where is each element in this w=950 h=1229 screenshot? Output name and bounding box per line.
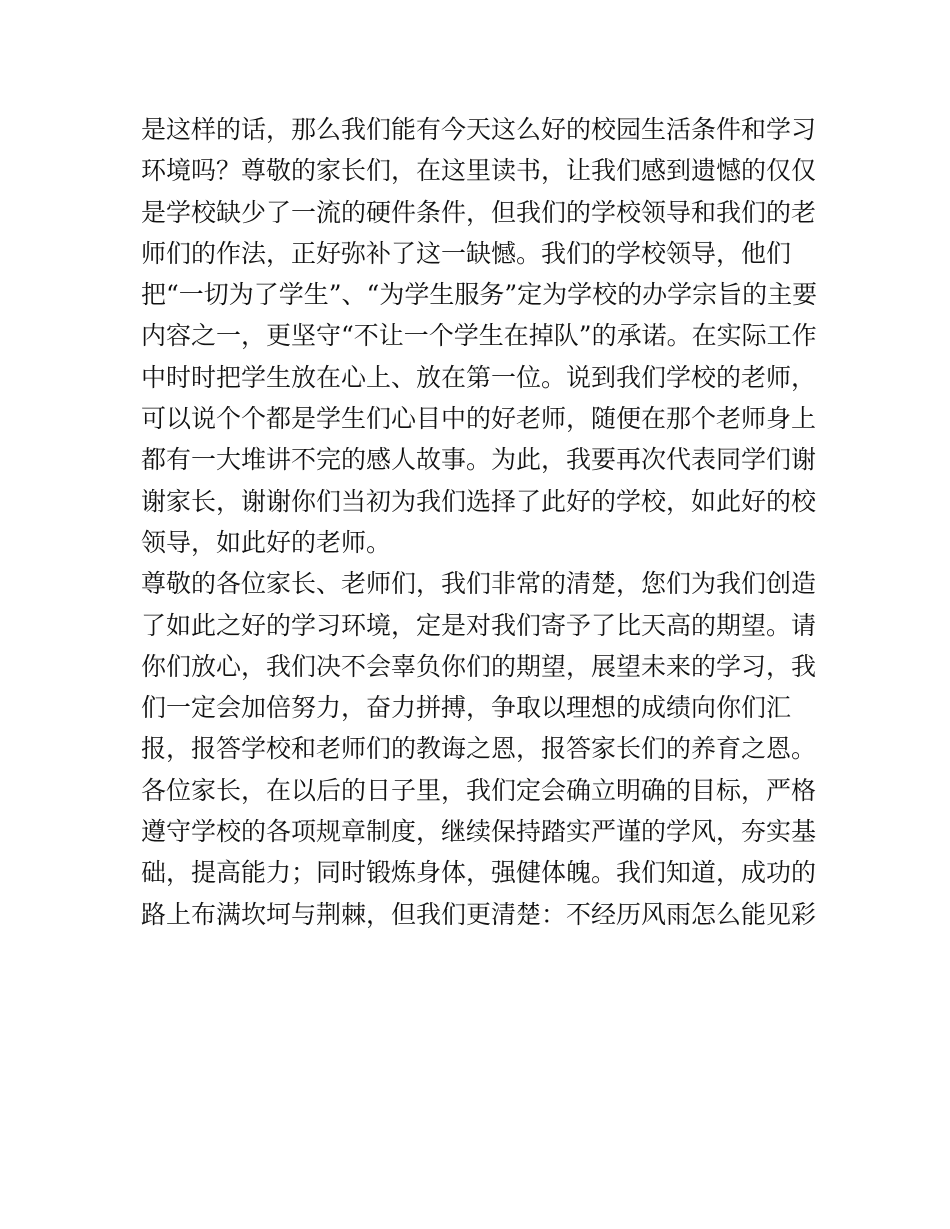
text-line: 把“一切为了学生”、“为学生服务”定为学校的办学宗旨的主要 bbox=[141, 280, 818, 310]
text-line: 遵守学校的各项规章制度，继续保持踏实严谨的学风，夯实基 bbox=[141, 817, 817, 847]
text-line: 础，提高能力；同时锻炼身体，强健体魄。我们知道，成功的 bbox=[141, 858, 817, 888]
text-line: 们一定会加倍努力，奋力拼搏，争取以理想的成绩向你们汇 bbox=[141, 693, 792, 723]
text-line: 都有一大堆讲不完的感人故事。为此，我要再次代表同学们谢 bbox=[141, 445, 817, 475]
text-line: 可以说个个都是学生们心目中的好老师，随便在那个老师身上 bbox=[141, 404, 817, 434]
text-line: 了如此之好的学习环境，定是对我们寄予了比天高的期望。请 bbox=[141, 610, 817, 640]
text-line: 你们放心，我们决不会辜负你们的期望，展望未来的学习，我 bbox=[141, 651, 817, 681]
text-line: 领导，如此好的老师。 bbox=[141, 527, 392, 557]
text-line: 内容之一，更坚守“不让一个学生在掉队”的承诺。在实际工作 bbox=[141, 321, 817, 351]
text-line: 环境吗？尊敬的家长们，在这里读书，让我们感到遗憾的仅仅 bbox=[141, 156, 817, 186]
text-line: 尊敬的各位家长、老师们，我们非常的清楚，您们为我们创造 bbox=[141, 569, 817, 599]
text-line: 师们的作法，正好弥补了这一缺憾。我们的学校领导，他们 bbox=[141, 238, 792, 268]
text-line: 中时时把学生放在心上、放在第一位。说到我们学校的老师， bbox=[141, 362, 817, 392]
text-line: 报，报答学校和老师们的教诲之恩，报答家长们的养育之恩。 bbox=[141, 734, 817, 764]
document-body bbox=[141, 109, 831, 935]
text-line: 是这样的话，那么我们能有今天这么好的校园生活条件和学习 bbox=[141, 115, 817, 144]
text-line: 路上布满坎坷与荆棘，但我们更清楚：不经历风雨怎么能见彩 bbox=[141, 899, 817, 929]
text-line: 谢家长，谢谢你们当初为我们选择了此好的学校，如此好的校 bbox=[141, 486, 817, 516]
text-line: 是学校缺少了一流的硬件条件，但我们的学校领导和我们的老 bbox=[141, 197, 817, 227]
text-line: 各位家长，在以后的日子里，我们定会确立明确的目标，严格 bbox=[141, 775, 817, 805]
